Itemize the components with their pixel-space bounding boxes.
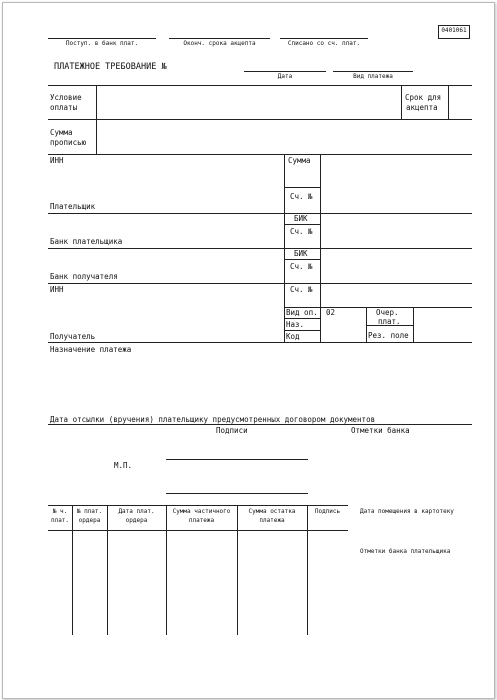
bank-marks-label: Отметки банка <box>351 426 410 435</box>
payer-account-label: Сч. № <box>290 192 313 201</box>
rule-v-conditions-right <box>401 85 402 119</box>
acceptance-end-label: Оконч. срока акцепта <box>183 40 256 47</box>
code-label: Код <box>286 332 300 341</box>
col-rest-header-2: платежа <box>259 517 285 524</box>
rule-dispatch <box>48 424 472 425</box>
op-type-label: Вид оп. <box>286 308 318 317</box>
col-partial-header-2: платежа <box>188 517 215 524</box>
payee-bik-label: БИК <box>294 249 308 258</box>
payment-type-label: Вид платежа <box>353 73 393 80</box>
stamp-label: М.П. <box>114 461 133 470</box>
priority-label-1: Очер. <box>376 308 399 317</box>
col-rest-header-1: Сумма остатка <box>248 508 296 515</box>
col-date-header-2: ордера <box>125 517 148 524</box>
rule-v-conditions-left <box>96 85 97 119</box>
signature-line-2 <box>166 493 308 494</box>
amount-words-label-1: Сумма <box>50 128 73 137</box>
form-title: ПЛАТЕЖНОЕ ТРЕБОВАНИЕ № <box>54 62 167 72</box>
reserve-field-label: Рез. поле <box>368 331 409 340</box>
payee-bank-account-label: Сч. № <box>290 262 313 271</box>
signature-line-1 <box>166 459 308 460</box>
rule-conditions-bottom <box>48 119 472 120</box>
rule-payer-bank-bottom <box>48 248 472 249</box>
table-col-4 <box>237 505 238 635</box>
acceptance-term-label-2: акцепта <box>406 103 438 112</box>
table-col-1 <box>72 505 73 635</box>
payer-bank-marks-label: Отметки банка плательщика <box>360 548 451 555</box>
col-order-header-1: № плат. <box>76 508 103 515</box>
payee-label: Получатель <box>50 332 96 341</box>
priority-label-2: плат. <box>378 317 401 326</box>
received-line <box>48 38 156 39</box>
table-col-3 <box>166 505 167 635</box>
acceptance-term-label-1: Срок для <box>405 93 442 102</box>
table-col-5 <box>307 505 308 635</box>
rule-v-parties-right <box>320 154 321 342</box>
table-header-bottom <box>48 530 348 531</box>
payment-condition-label-2: оплаты <box>50 103 78 112</box>
rule-op-type <box>284 318 320 319</box>
col-partial-header-1: Сумма частичного <box>172 508 231 515</box>
col-sign-header: Подпись <box>314 508 341 515</box>
signatures-label: Подписи <box>216 426 248 435</box>
rule-v-parties-left <box>284 154 285 342</box>
col-order-header-2: ордера <box>78 517 101 524</box>
table-col-2 <box>107 505 108 635</box>
rule-conditions-top <box>48 85 472 86</box>
payee-inn-label: ИНН <box>50 285 64 294</box>
date-line <box>244 71 326 72</box>
dispatch-date-label: Дата отсылки (вручения) плательщику предусмотренных договором документов <box>50 415 376 424</box>
payer-inn-label: ИНН <box>50 156 64 165</box>
col-no-header-2: плат. <box>50 517 70 524</box>
payer-bank-account-label: Сч. № <box>290 227 313 236</box>
purpose-code-label: Наз. <box>286 320 305 329</box>
debited-label: Списано со сч. плат. <box>287 40 361 47</box>
received-label: Поступ. в банк плат. <box>65 40 139 47</box>
acceptance-end-line <box>169 38 270 39</box>
payee-bank-label: Банк получателя <box>50 272 118 281</box>
op-type-value: 02 <box>326 308 336 317</box>
sum-label: Сумма <box>288 156 311 165</box>
rule-bik2 <box>284 259 320 260</box>
col-date-header-1: Дата плат. <box>118 508 155 515</box>
rule-v-conditions-end <box>448 85 449 119</box>
payer-bank-label: Банк плательщика <box>50 237 123 246</box>
rule-purpose-code <box>284 330 320 331</box>
amount-words-label-2: прописью <box>50 138 87 147</box>
payer-label: Плательщик <box>50 202 96 211</box>
payment-type-line <box>333 71 413 72</box>
payer-bik-label: БИК <box>294 214 308 223</box>
payee-account-label: Сч. № <box>290 285 313 294</box>
payment-condition-label-1: Условие <box>50 93 82 102</box>
rule-inn-sum <box>284 187 320 188</box>
rule-bik1 <box>284 224 320 225</box>
table-top <box>48 505 348 506</box>
rule-payee-bottom <box>48 342 472 343</box>
form-code: 0401061 <box>441 27 467 34</box>
rule-payee-bank-bottom <box>48 283 472 284</box>
col-no-header-1: № ч. <box>52 508 68 515</box>
card-date-label: Дата помещения в картотеку <box>360 508 454 515</box>
debited-line <box>280 38 368 39</box>
rule-v-priority-left <box>366 307 367 342</box>
purpose-label: Назначение платежа <box>50 345 132 354</box>
rule-amount-bottom <box>48 154 472 155</box>
rule-v-priority-right <box>413 307 414 342</box>
rule-payer-bottom <box>48 213 472 214</box>
date-label: Дата <box>277 73 293 80</box>
rule-v-amount <box>96 119 97 154</box>
